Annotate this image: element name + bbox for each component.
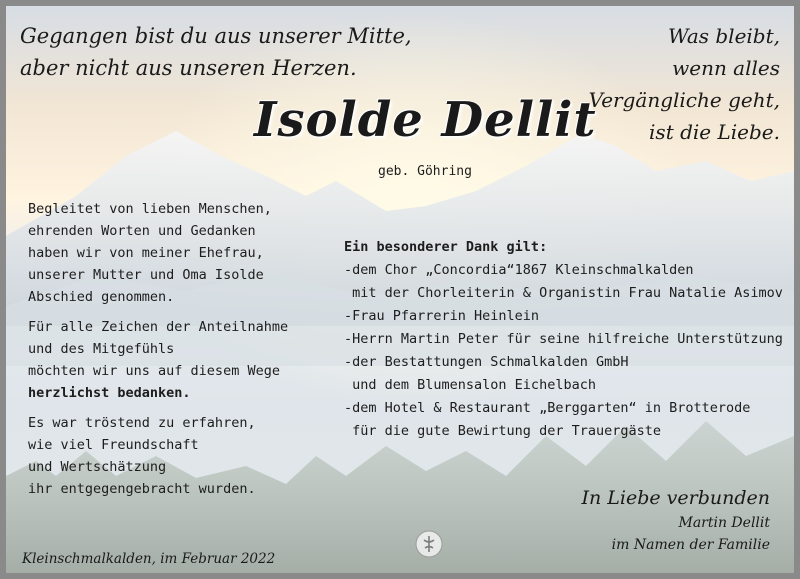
thanks-line: -der Bestattungen Schmalkalden GmbH — [344, 354, 629, 370]
verse-left — [20, 20, 412, 84]
paragraph — [28, 198, 328, 308]
text-line: unserer Mutter und Oma Isolde — [28, 267, 264, 283]
verse-left-line: Gegangen bist du aus unserer Mitte, — [20, 24, 412, 48]
verse-right-line: Vergängliche geht, — [588, 88, 780, 112]
special-thanks — [344, 236, 794, 443]
paragraph — [28, 412, 328, 500]
text-line: Es war tröstend zu erfahren, — [28, 415, 256, 431]
text-line: Für alle Zeichen der Anteilnahme — [28, 319, 289, 335]
verse-right-line: wenn alles — [672, 56, 780, 80]
closing-signature — [581, 484, 770, 556]
thanks-line: -dem Hotel & Restaurant „Berggarten“ in Brotterode — [344, 400, 751, 416]
thanks-line: für die gute Bewirtung der Trauergäste — [344, 423, 661, 439]
text-line: ihr entgegengebracht wurden. — [28, 481, 256, 497]
thanks-line: und dem Blumensalon Eichelbach — [344, 377, 596, 393]
birth-name: geb. Göhring — [378, 164, 472, 179]
text-line: und des Mitgefühls — [28, 341, 175, 357]
funeral-emblem-icon — [414, 529, 444, 559]
verse-right-line: Was bleibt, — [668, 24, 780, 48]
signer-note: im Namen der Familie — [611, 537, 770, 553]
closing-line: In Liebe verbunden — [581, 487, 770, 509]
verse-right-line: ist die Liebe. — [649, 120, 780, 144]
place-date: Kleinschmalkalden, im Februar 2022 — [22, 551, 276, 567]
verse-right — [589, 20, 780, 148]
signer-name: Martin Dellit — [678, 515, 770, 531]
special-thanks-heading: Ein besonderer Dank gilt: — [344, 239, 548, 255]
thanks-line: -Frau Pfarrerin Heinlein — [344, 308, 540, 324]
paragraph — [28, 316, 328, 404]
thanks-line: mit der Chorleiterin & Organistin Frau Natalie Asimov — [344, 285, 783, 301]
thanks-text-left — [28, 198, 328, 508]
text-line-bold: herzlichst bedanken. — [28, 385, 191, 401]
text-line: haben wir von meiner Ehefrau, — [28, 245, 264, 261]
text-line: und Wertschätzung — [28, 459, 167, 475]
thanks-line: -dem Chor „Concordia“1867 Kleinschmalkalden — [344, 262, 694, 278]
text-line: ehrenden Worten und Gedanken — [28, 223, 256, 239]
thanks-line: -Herrn Martin Peter für seine hilfreiche Unterstützung — [344, 331, 783, 347]
text-line: wie viel Freundschaft — [28, 437, 199, 453]
text-line: möchten wir uns auf diesem Wege — [28, 363, 280, 379]
text-line: Abschied genommen. — [28, 289, 175, 305]
deceased-name: Isolde Dellit — [254, 92, 597, 148]
verse-left-line: aber nicht aus unseren Herzen. — [20, 56, 357, 80]
text-line: Begleitet von lieben Menschen, — [28, 201, 272, 217]
